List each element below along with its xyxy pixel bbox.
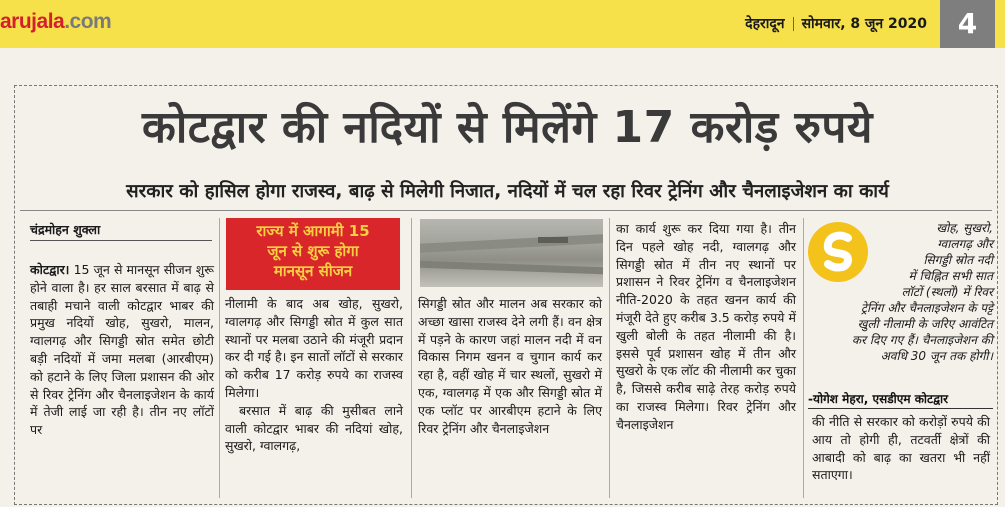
quote-line: में चिह्नित सभी सात	[908, 269, 993, 283]
byline: चंद्रमोहन शुक्ला	[30, 222, 101, 237]
quote-line: खोह, सुखरो,	[936, 221, 993, 235]
highlight-line-2: जून से शुरू होगा	[267, 242, 359, 260]
column-divider	[411, 218, 412, 498]
quote-line: लॉटों (स्थलों) में रिवर	[901, 285, 993, 299]
highlight-line-1: राज्य में आगामी 15	[256, 222, 370, 240]
quote-line: खुली नीलामी के जरिए आवंटित	[857, 317, 993, 331]
column-5-text: की नीति से सरकार को करोड़ों रुपये की आय तो होगी ही, तटवर्ती क्षेत्रों की आबादी को बाढ़ का खतरा भी नहीं सताएगा।	[812, 414, 990, 483]
quote-line: सिगड्डी स्रोत नदी	[923, 253, 993, 267]
quote-line: ग्वालगढ़ और	[937, 237, 993, 251]
highlight-box	[226, 218, 400, 290]
quote-line: अवधि 30 जून तक होगी।	[880, 349, 993, 363]
page-number-badge: 4	[940, 0, 995, 48]
masthead-dateline	[745, 14, 927, 33]
masthead-date: सोमवार, 8 जून 2020	[801, 16, 927, 32]
article-column-1	[30, 261, 214, 439]
river-bed-photo	[420, 219, 603, 287]
masthead-city: देहरादून	[745, 16, 785, 32]
masthead-bar	[0, 0, 1005, 48]
column-2-paragraph-2: बरसात में बाढ़ की मुसीबत लाने वाली कोटद्वार भाबर की नदियां खोह, सुखरो, ग्वालगढ़,	[225, 402, 403, 454]
column-divider	[219, 218, 220, 498]
column-4-text: का कार्य शुरू कर दिया गया है। तीन दिन पहले खोह नदी, ग्वालगढ़ और सिगड्डी स्रोत में तीन नए स्थानों पर प्रशासन ने रिवर ट्रेनिंग व चैनलाइजेशन नीति-2020 के तहत खनन कार्य की मंजूरी देते हुए करीब 3.5 करोड़ रुपये में खुली बोली के तहत नीलामी की है। इससे पूर्व प्रशासन खोह में तीन और सुखरो के एक लॉट की नीलामी कर चुका है, जिससे करीब साढ़े तेरह करोड़ रुपये का राजस्व मिलेगा। रिवर ट्रेनिंग और चैनलाइजेशन	[616, 221, 796, 432]
official-quote	[808, 220, 993, 364]
highlight-line-3: मानसून सीजन	[273, 262, 353, 280]
column-3-text: सिगड्डी स्रोत और मालन अब सरकार को अच्छा खासा राजस्व देने लगी हैं। वन क्षेत्र में पड़ने के कारण जहां मालन नदी में वन विकास निगम खनन व चुगान कार्य कर रहा है, वहीं खोह में चार स्थलों, सुखरो में एक, ग्वालगढ़ में एक और सिगड्डी स्रोत में एक प्लॉट पर आरबीएम हटाने के लिए रिवर ट्रेनिंग और चैनलाइजेशन	[418, 296, 602, 436]
article-dateline: कोटद्वार।	[30, 262, 70, 277]
dateline-divider	[793, 17, 794, 31]
quote-line: कर दिए गए हैं। चैनलाइजेशन की	[851, 333, 993, 347]
photo-stream-band	[420, 261, 603, 274]
photo-vehicle	[538, 237, 568, 243]
article-subheadline: सरकार को हासिल होगा राजस्व, बाढ़ से मिलेगी निजात, नदियों में चल रहा रिवर ट्रेनिंग और चैनलाइजेशन का कार्य	[126, 181, 889, 202]
column-2-paragraph-1: नीलामी के बाद अब खोह, सुखरो, ग्वालगढ़ और सिगड्डी स्रोत में कुल सात स्थानों पर मलबा उठाने की मंजूरी प्रदान कर दी गई है। इन सातों लॉटों से सरकार को करीब 17 करोड़ रुपये का राजस्व मिलेगा।	[225, 296, 403, 400]
article-column-5	[812, 413, 990, 484]
article-headline: कोटद्वार की नदियों से मिलेंगे 17 करोड़ रुपये	[142, 102, 873, 153]
brand-suffix: .com	[64, 10, 112, 33]
subhead-divider	[20, 210, 992, 211]
article-column-3	[418, 295, 602, 437]
brand-logo[interactable]	[0, 10, 111, 34]
column-1-text: 15 जून से मानसून सीजन शुरू होने वाला है। हर साल बरसात में बाढ़ से तबाही मचाने वाली कोटद्वार भाबर की प्रमुख नदियों खोह, सुखरो, मालन, ग्वालगढ़ और सिगड्डी स्रोत समेत छोटी बड़ी नदियों में जमा मलबा (आरबीएम) को हटाने के लिए जिला प्रशासन की ओर से रिवर ट्रेनिंग और चैनलाइजेशन के कार्य में तेजी लाई जा रही है। तीन नए लॉटों पर	[30, 262, 214, 438]
quote-line: ट्रेनिंग और चैनलाइजेशन के पट्टे	[860, 301, 993, 315]
quote-attribution: -योगेश मेहरा, एसडीएम कोटद्वार	[808, 392, 948, 406]
column-divider	[803, 218, 804, 498]
article-column-2	[225, 295, 403, 455]
article-column-4	[616, 220, 796, 434]
attribution-divider	[808, 408, 993, 409]
column-divider	[609, 218, 610, 498]
photo-stream-band	[420, 234, 603, 253]
brand-name: arujala	[0, 10, 65, 33]
byline-divider	[30, 240, 212, 241]
